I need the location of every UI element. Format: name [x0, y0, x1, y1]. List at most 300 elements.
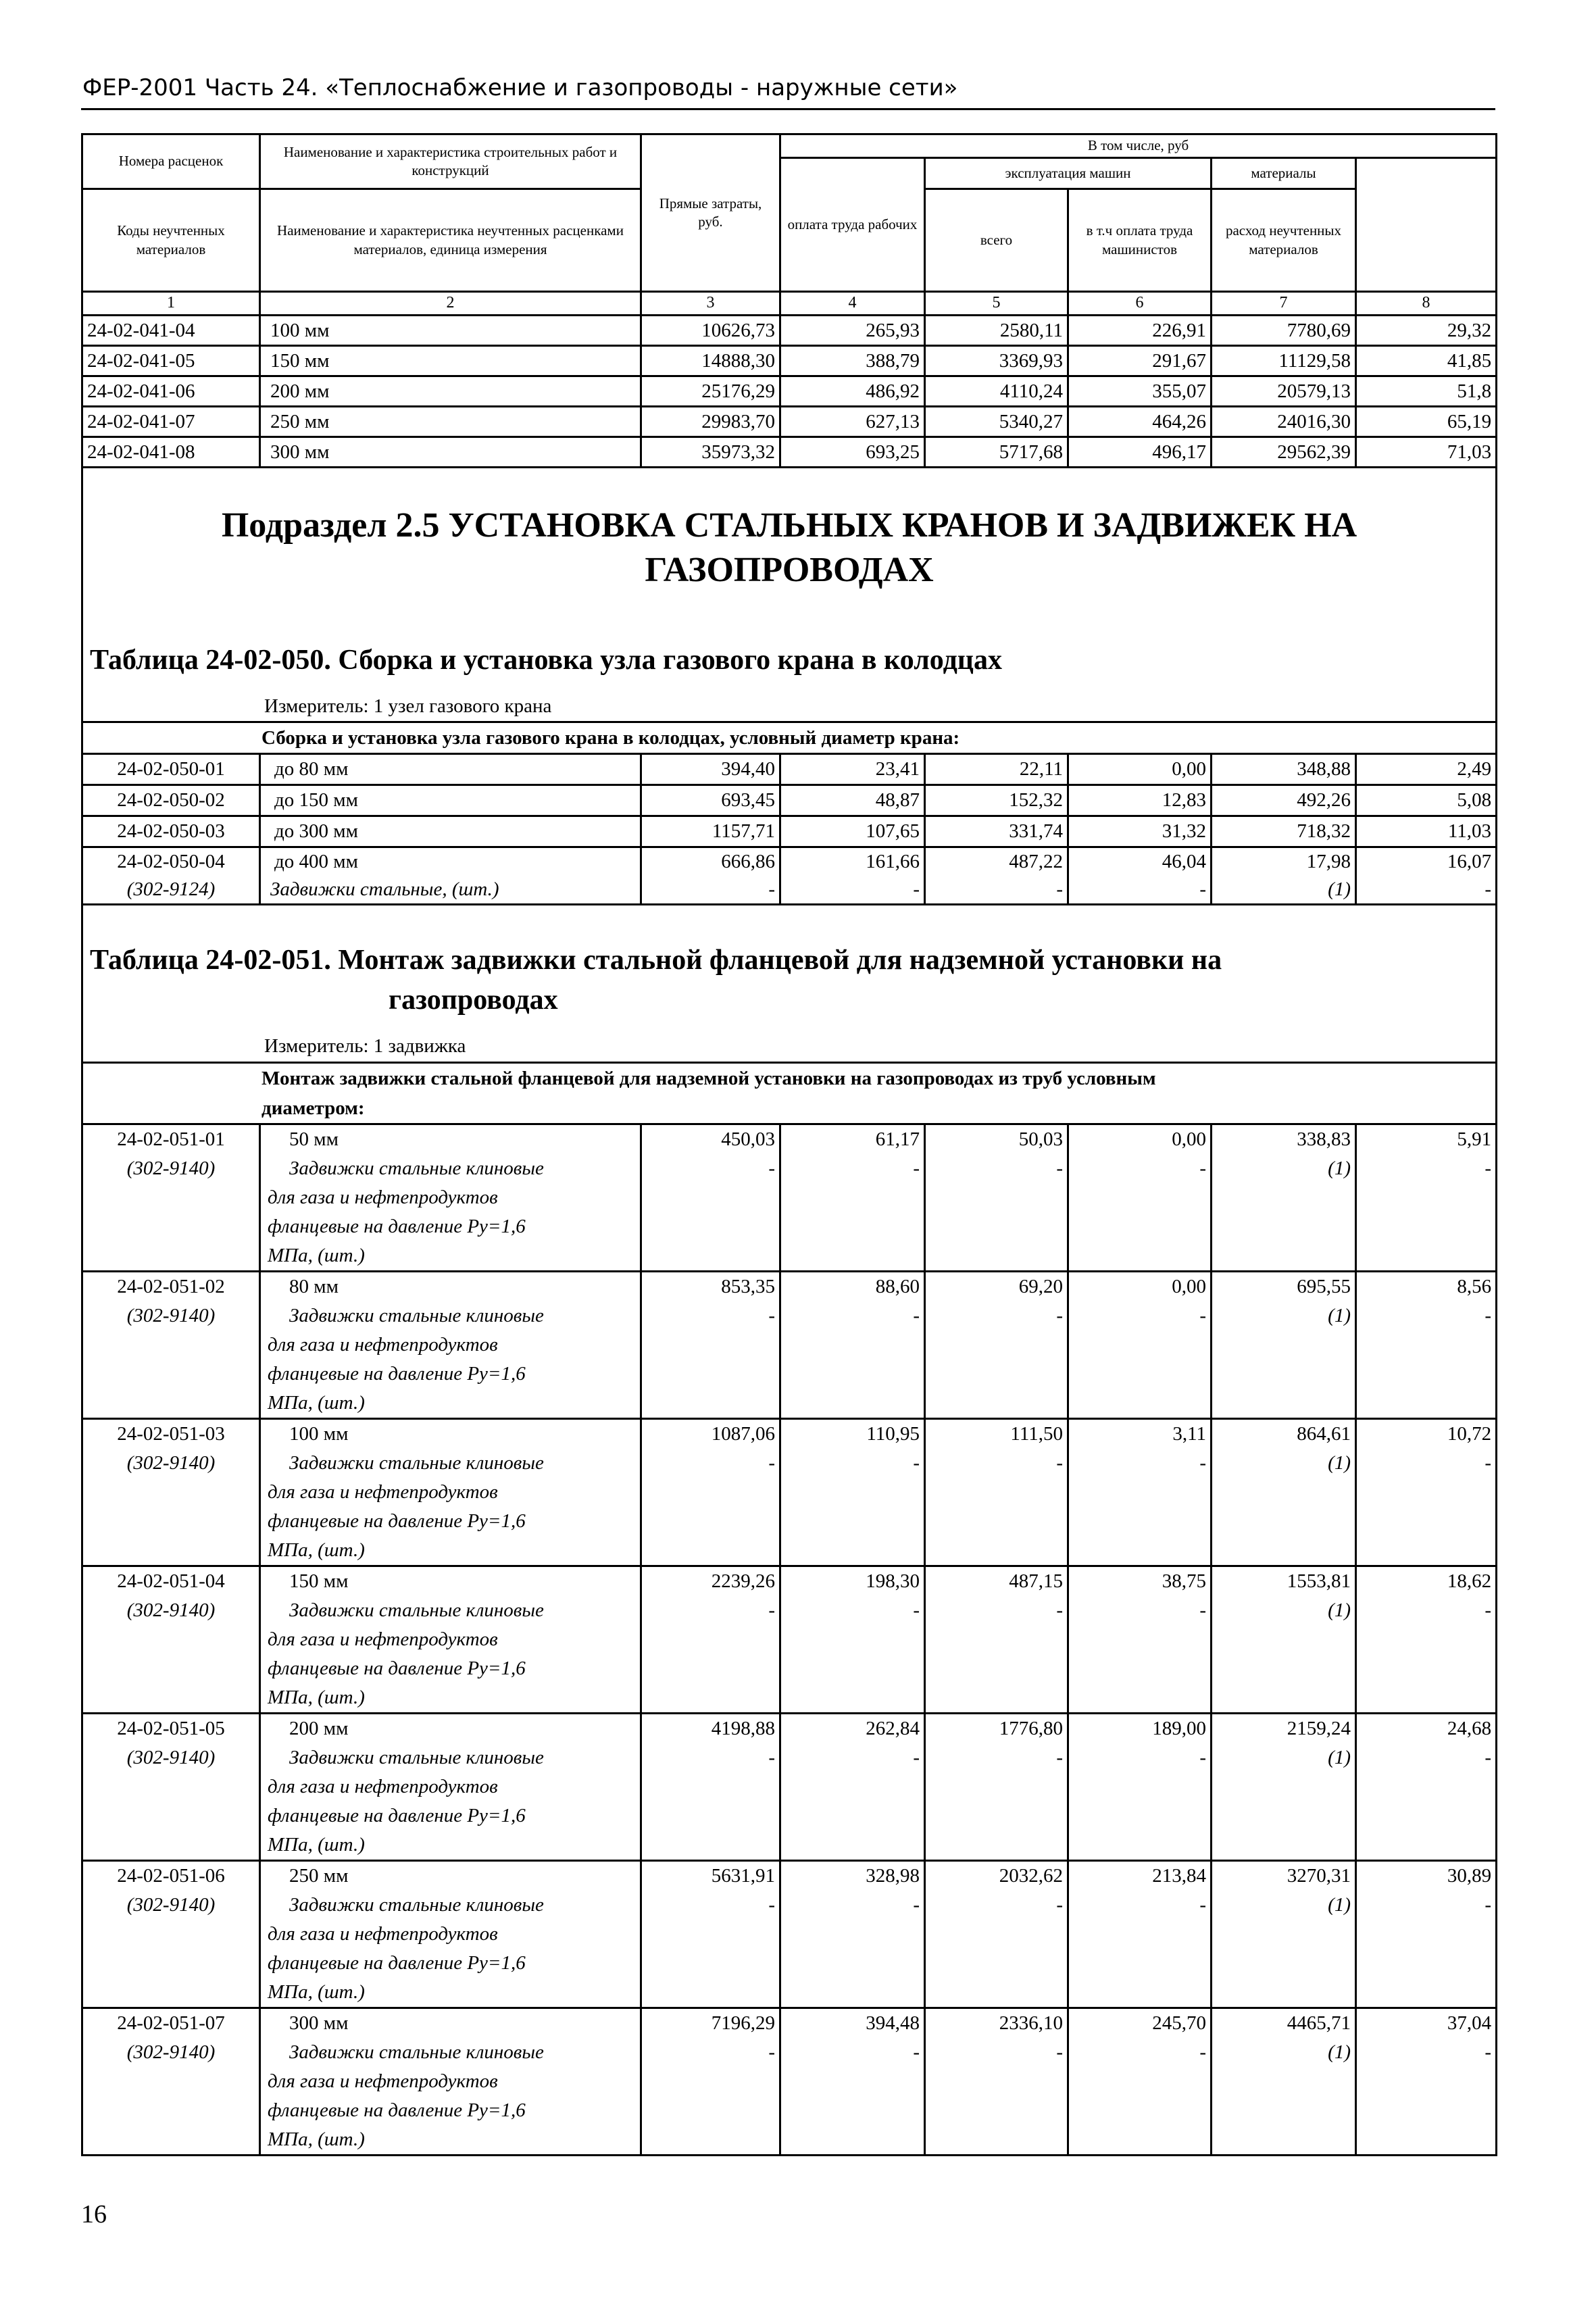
material-value: -	[913, 2041, 920, 2063]
table-row	[82, 847, 1497, 876]
material-value: -	[1199, 1452, 1206, 1474]
material-name-line: Задвижки стальные клиновые	[289, 1158, 544, 1179]
rate-code: 24-02-051-03	[117, 1423, 225, 1445]
value: 4198,88	[711, 1718, 775, 1739]
material-value: -	[1485, 1747, 1492, 1768]
work-name: 200 мм	[260, 376, 641, 407]
value-cell: 41,85	[1356, 346, 1497, 376]
value-cell: 24016,30	[1212, 407, 1356, 437]
value: 4465,71	[1287, 2012, 1351, 2034]
subsection-title-line: ГАЗОПРОВОДАХ	[645, 551, 934, 589]
table-050-group-label: Сборка и установка узла газового крана в колодцах, условный диаметр крана:	[82, 722, 1497, 754]
material-code: (302-9140)	[126, 1452, 216, 1474]
value-cell: 464,26	[1068, 407, 1212, 437]
value: 864,61	[1297, 1423, 1351, 1445]
value: 338,83	[1297, 1128, 1351, 1150]
rate-code-cell	[82, 1124, 260, 1272]
material-value: -	[768, 1452, 775, 1474]
table-row	[82, 2008, 1497, 2156]
table-050-title: Таблица 24-02-050. Сборка и установка узла газового крана в колодцах	[82, 637, 1497, 692]
value-cell: 627,13	[780, 407, 925, 437]
header-row	[82, 134, 1497, 158]
value-cell: 46,04	[1068, 847, 1212, 876]
material-name-line: Задвижки стальные клиновые	[289, 2041, 544, 2063]
value: 2239,26	[711, 1570, 775, 1592]
value-cell: 31,32	[1068, 816, 1212, 847]
material-code: (302-9140)	[126, 2041, 216, 2063]
value: 487,15	[1009, 1570, 1063, 1592]
value: 262,84	[866, 1718, 920, 1739]
value: 0,00	[1172, 1276, 1206, 1297]
value-cell	[780, 1272, 925, 1419]
table-row	[82, 407, 1497, 437]
value: 198,30	[866, 1570, 920, 1592]
column-numbers-row	[82, 292, 1497, 316]
value: 50,03	[1018, 1128, 1063, 1150]
material-value: -	[768, 1305, 775, 1326]
value-cell: 487,22	[925, 847, 1068, 876]
work-name-cell	[260, 1861, 641, 2008]
value-cell: 5,08	[1356, 785, 1497, 816]
value: 213,84	[1152, 1865, 1206, 1887]
value-cell	[1212, 1272, 1356, 1419]
value-cell	[780, 1714, 925, 1861]
work-name-cell	[260, 2008, 641, 2156]
group-row	[82, 1063, 1497, 1124]
material-value: -	[1199, 1747, 1206, 1768]
rate-code-cell	[82, 1272, 260, 1419]
value-cell	[925, 1124, 1068, 1272]
work-name-cell	[260, 1419, 641, 1566]
material-name-line: для газа и нефтепродуктов	[268, 1776, 498, 1797]
material-value: -	[1485, 1599, 1492, 1621]
material-value: -	[913, 1158, 920, 1179]
material-code: (302-9140)	[126, 1894, 216, 1916]
work-name: 250 мм	[289, 1865, 349, 1887]
table-row	[82, 1124, 1497, 1272]
material-value: -	[1056, 1894, 1063, 1916]
material-name-line: для газа и нефтепродуктов	[268, 2070, 498, 2092]
value-cell	[1068, 1714, 1212, 1861]
value-cell: 17,98	[1212, 847, 1356, 876]
material-value: (1)	[1328, 1894, 1351, 1916]
value-cell: 5717,68	[925, 437, 1068, 468]
value: 8,56	[1457, 1276, 1492, 1297]
header-machinist-pay: в т.ч оплата труда машинистов	[1068, 189, 1212, 292]
material-name-line: Задвижки стальные клиновые	[289, 1599, 544, 1621]
rate-code: 24-02-051-06	[117, 1865, 225, 1887]
rate-code: 24-02-041-08	[82, 437, 260, 468]
table-title-row	[82, 637, 1497, 692]
material-value: -	[1199, 1305, 1206, 1326]
value-cell	[641, 1566, 780, 1714]
header-divider	[81, 108, 1495, 110]
material-value: -	[1485, 1158, 1492, 1179]
rate-code: 24-02-050-02	[82, 785, 260, 816]
value-cell	[1068, 1861, 1212, 2008]
page-number: 16	[81, 2200, 107, 2229]
material-value: -	[925, 876, 1068, 905]
value-cell: 10626,73	[641, 316, 780, 346]
work-name: 300 мм	[260, 437, 641, 468]
value-cell	[641, 1714, 780, 1861]
material-name-line: Задвижки стальные клиновые	[289, 1305, 544, 1326]
material-value: -	[1199, 1158, 1206, 1179]
value-cell	[780, 1861, 925, 2008]
value-cell: 291,67	[1068, 346, 1212, 376]
rate-code: 24-02-051-01	[117, 1128, 225, 1150]
value-cell: 65,19	[1356, 407, 1497, 437]
material-value: -	[1485, 2041, 1492, 2063]
table-051-measure: Измеритель: 1 задвижка	[82, 1032, 1497, 1063]
material-name-line: для газа и нефтепродуктов	[268, 1628, 498, 1650]
value: 1087,06	[711, 1423, 775, 1445]
table-row	[82, 346, 1497, 376]
material-name-line: для газа и нефтепродуктов	[268, 1923, 498, 1945]
material-value: -	[913, 1305, 920, 1326]
value: 88,60	[875, 1276, 920, 1297]
value-cell	[925, 1861, 1068, 2008]
value-cell: 20579,13	[1212, 376, 1356, 407]
value-cell: 492,26	[1212, 785, 1356, 816]
material-value: -	[1068, 876, 1212, 905]
value-cell: 0,00	[1068, 754, 1212, 785]
material-name-line: МПа, (шт.)	[268, 1981, 365, 2003]
subsection-title-line: Подраздел 2.5 УСТАНОВКА СТАЛЬНЫХ КРАНОВ И ЗАДВИЖЕК НА	[221, 506, 1357, 545]
value-cell: 2,49	[1356, 754, 1497, 785]
material-code: (302-9140)	[126, 1599, 216, 1621]
table-row	[82, 1419, 1497, 1566]
value-cell	[641, 2008, 780, 2156]
rate-code: 24-02-051-07	[117, 2012, 225, 2034]
rate-code: 24-02-051-02	[117, 1276, 225, 1297]
measure-row	[82, 1032, 1497, 1063]
header-work-name: Наименование и характеристика строительных работ и конструкций	[260, 134, 641, 189]
value-cell	[780, 1566, 925, 1714]
work-name: 200 мм	[289, 1718, 349, 1739]
table-row	[82, 316, 1497, 346]
value-cell: 161,66	[780, 847, 925, 876]
value-cell	[1356, 1861, 1497, 2008]
value-cell: 226,91	[1068, 316, 1212, 346]
group-label-line: Монтаж задвижки стальной фланцевой для надземной установки на газопроводах из труб условным	[261, 1068, 1156, 1089]
value: 2159,24	[1287, 1718, 1351, 1739]
material-value: -	[768, 2041, 775, 2063]
value: 10,72	[1447, 1423, 1492, 1445]
value-cell: 14888,30	[641, 346, 780, 376]
value-cell: 348,88	[1212, 754, 1356, 785]
material-name-line: фланцевые на давление Ру=1,6	[268, 1952, 526, 1974]
value-cell	[641, 1419, 780, 1566]
value-cell: 388,79	[780, 346, 925, 376]
header-material-name: Наименование и характеристика неучтенных расценками материалов, единица измерения	[260, 189, 641, 292]
value-cell	[1356, 2008, 1497, 2156]
value: 61,17	[875, 1128, 920, 1150]
value-cell: 3369,93	[925, 346, 1068, 376]
value-cell: 29983,70	[641, 407, 780, 437]
material-name-line: МПа, (шт.)	[268, 1245, 365, 1266]
subsection-title	[82, 468, 1497, 637]
material-value: -	[1056, 2041, 1063, 2063]
material-value: -	[768, 1747, 775, 1768]
material-value: -	[768, 1894, 775, 1916]
value: 37,04	[1447, 2012, 1492, 2034]
material-name-line: Задвижки стальные клиновые	[289, 1452, 544, 1474]
value-cell	[925, 1714, 1068, 1861]
material-code: (302-9140)	[126, 1747, 216, 1768]
header-rate-numbers: Номера расценок	[82, 134, 260, 189]
rate-code-cell	[82, 1861, 260, 2008]
material-value: -	[1199, 1599, 1206, 1621]
page-header: ФЕР-2001 Часть 24. «Теплоснабжение и газопроводы - наружные сети»	[82, 74, 958, 101]
work-name-cell	[260, 1566, 641, 1714]
value: 69,20	[1018, 1276, 1063, 1297]
value: 0,00	[1172, 1128, 1206, 1150]
value-cell: 265,93	[780, 316, 925, 346]
value: 695,55	[1297, 1276, 1351, 1297]
group-label-line: диаметром:	[261, 1097, 365, 1119]
table-row	[82, 754, 1497, 785]
value-cell	[641, 1124, 780, 1272]
material-value: (1)	[1328, 1599, 1351, 1621]
material-name-line: МПа, (шт.)	[268, 1539, 365, 1561]
value: 24,68	[1447, 1718, 1492, 1739]
value-cell: 693,45	[641, 785, 780, 816]
value-cell: 11,03	[1356, 816, 1497, 847]
rate-code: 24-02-051-05	[117, 1718, 225, 1739]
value: 1553,81	[1287, 1570, 1351, 1592]
value-cell: 23,41	[780, 754, 925, 785]
table-051-title	[82, 905, 1497, 1032]
value-cell: 1157,71	[641, 816, 780, 847]
value-cell: 4110,24	[925, 376, 1068, 407]
material-name-line: для газа и нефтепродуктов	[268, 1334, 498, 1355]
table-row	[82, 437, 1497, 468]
material-value: -	[913, 1452, 920, 1474]
work-name: до 80 мм	[260, 754, 641, 785]
column-number: 1	[82, 292, 260, 316]
rate-code-cell	[82, 1419, 260, 1566]
value: 189,00	[1152, 1718, 1206, 1739]
material-name-line: фланцевые на давление Ру=1,6	[268, 1510, 526, 1532]
column-number: 4	[780, 292, 925, 316]
value-cell: 496,17	[1068, 437, 1212, 468]
work-name: 100 мм	[260, 316, 641, 346]
rate-code-cell	[82, 1714, 260, 1861]
value-cell: 29562,39	[1212, 437, 1356, 468]
value: 2032,62	[999, 1865, 1063, 1887]
rate-code: 24-02-050-04	[82, 847, 260, 876]
value-cell: 11129,58	[1212, 346, 1356, 376]
value: 3270,31	[1287, 1865, 1351, 1887]
work-name-cell	[260, 1714, 641, 1861]
measure-row	[82, 692, 1497, 722]
material-value: -	[1056, 1452, 1063, 1474]
work-name: 80 мм	[289, 1276, 339, 1297]
header-materials: материалы	[1212, 158, 1356, 189]
table-row	[82, 785, 1497, 816]
table-051-title-line: Таблица 24-02-051. Монтаж задвижки стальной фланцевой для надземной установки на	[90, 945, 1222, 976]
value: 3,11	[1172, 1423, 1206, 1445]
header-including: В том числе, руб	[780, 134, 1497, 158]
value-cell	[780, 2008, 925, 2156]
value-cell: 693,25	[780, 437, 925, 468]
work-name-cell	[260, 1272, 641, 1419]
value: 5631,91	[711, 1865, 775, 1887]
value-cell	[1212, 1861, 1356, 2008]
material-name-line: фланцевые на давление Ру=1,6	[268, 1216, 526, 1237]
column-number: 6	[1068, 292, 1212, 316]
value-cell	[925, 1419, 1068, 1566]
column-number: 5	[925, 292, 1068, 316]
value-cell	[1068, 1124, 1212, 1272]
value-cell	[780, 1124, 925, 1272]
value-cell: 16,07	[1356, 847, 1497, 876]
value: 2336,10	[999, 2012, 1063, 2034]
rate-code-cell	[82, 2008, 260, 2156]
value-cell	[641, 1861, 780, 2008]
material-value: -	[641, 876, 780, 905]
value-cell	[1356, 1419, 1497, 1566]
material-name-line: МПа, (шт.)	[268, 2129, 365, 2150]
work-name-cell	[260, 1124, 641, 1272]
value-cell: 2580,11	[925, 316, 1068, 346]
value: 18,62	[1447, 1570, 1492, 1592]
rate-code-cell	[82, 1566, 260, 1714]
work-name: до 150 мм	[260, 785, 641, 816]
column-number: 7	[1212, 292, 1356, 316]
material-name: Задвижки стальные, (шт.)	[260, 876, 641, 905]
value-cell	[1068, 1419, 1212, 1566]
table-row	[82, 1272, 1497, 1419]
table-051-title-line: газопроводах	[389, 985, 558, 1016]
material-code: (302-9140)	[126, 1305, 216, 1326]
material-code: (302-9124)	[82, 876, 260, 905]
value-cell	[1212, 1566, 1356, 1714]
value-cell	[1212, 2008, 1356, 2156]
rates-table	[81, 133, 1497, 2156]
material-name-line: для газа и нефтепродуктов	[268, 1187, 498, 1208]
column-number: 3	[641, 292, 780, 316]
group-row	[82, 722, 1497, 754]
table-row	[82, 1861, 1497, 2008]
header-labor-pay: оплата труда рабочих	[780, 158, 925, 292]
value: 853,35	[721, 1276, 775, 1297]
table-050-measure: Измеритель: 1 узел газового крана	[82, 692, 1497, 722]
value-cell: 486,92	[780, 376, 925, 407]
value-cell: 25176,29	[641, 376, 780, 407]
value-cell: 35973,32	[641, 437, 780, 468]
material-value: -	[780, 876, 925, 905]
material-name-line: Задвижки стальные клиновые	[289, 1894, 544, 1916]
value: 7196,29	[711, 2012, 775, 2034]
value-cell	[1356, 1566, 1497, 1714]
value: 5,91	[1457, 1128, 1492, 1150]
material-value: (1)	[1328, 1158, 1351, 1179]
material-value: -	[1356, 876, 1497, 905]
rates-document	[81, 133, 1495, 2156]
material-name-line: МПа, (шт.)	[268, 1392, 365, 1414]
material-code: (302-9140)	[126, 1158, 216, 1179]
material-row	[82, 876, 1497, 905]
material-value: -	[768, 1158, 775, 1179]
value-cell	[1068, 2008, 1212, 2156]
value: 1776,80	[999, 1718, 1063, 1739]
value-cell: 666,86	[641, 847, 780, 876]
work-name: 300 мм	[289, 2012, 349, 2034]
table-row	[82, 1714, 1497, 1861]
value: 394,48	[866, 2012, 920, 2034]
value-cell: 51,8	[1356, 376, 1497, 407]
value: 38,75	[1162, 1570, 1206, 1592]
work-name: 150 мм	[289, 1570, 349, 1592]
material-value: (1)	[1212, 876, 1356, 905]
material-value: -	[768, 1599, 775, 1621]
value-cell: 718,32	[1212, 816, 1356, 847]
material-value: -	[1056, 1747, 1063, 1768]
work-name: до 300 мм	[260, 816, 641, 847]
rate-code: 24-02-051-04	[117, 1570, 225, 1592]
work-name: до 400 мм	[260, 847, 641, 876]
material-value: -	[1056, 1599, 1063, 1621]
value-cell: 12,83	[1068, 785, 1212, 816]
table-row	[82, 816, 1497, 847]
rate-code: 24-02-041-04	[82, 316, 260, 346]
material-value: (1)	[1328, 2041, 1351, 2063]
material-value: -	[1485, 1894, 1492, 1916]
value-cell: 71,03	[1356, 437, 1497, 468]
rate-code: 24-02-041-06	[82, 376, 260, 407]
material-name-line: фланцевые на давление Ру=1,6	[268, 1658, 526, 1679]
table-row	[82, 1566, 1497, 1714]
material-value: -	[1199, 2041, 1206, 2063]
material-value: -	[1485, 1452, 1492, 1474]
work-name: 250 мм	[260, 407, 641, 437]
work-name: 100 мм	[289, 1423, 349, 1445]
material-value: -	[1056, 1158, 1063, 1179]
value-cell	[1068, 1272, 1212, 1419]
material-value: -	[913, 1894, 920, 1916]
value-cell	[1212, 1124, 1356, 1272]
value-cell	[1356, 1714, 1497, 1861]
value: 450,03	[721, 1128, 775, 1150]
value-cell: 394,40	[641, 754, 780, 785]
work-name: 50 мм	[289, 1128, 339, 1150]
rate-code: 24-02-050-01	[82, 754, 260, 785]
material-value: -	[1485, 1305, 1492, 1326]
value-cell	[925, 2008, 1068, 2156]
material-name-line: фланцевые на давление Ру=1,6	[268, 2099, 526, 2121]
work-name: 150 мм	[260, 346, 641, 376]
value-cell	[1212, 1714, 1356, 1861]
material-value: -	[1056, 1305, 1063, 1326]
value-cell	[780, 1419, 925, 1566]
material-value: -	[913, 1747, 920, 1768]
header-total: всего	[925, 189, 1068, 292]
value: 328,98	[866, 1865, 920, 1887]
value: 245,70	[1152, 2012, 1206, 2034]
material-name-line: фланцевые на давление Ру=1,6	[268, 1805, 526, 1826]
material-name-line: фланцевые на давление Ру=1,6	[268, 1363, 526, 1385]
material-value: -	[913, 1599, 920, 1621]
material-value: (1)	[1328, 1305, 1351, 1326]
material-name-line: МПа, (шт.)	[268, 1687, 365, 1708]
value-cell: 331,74	[925, 816, 1068, 847]
value-cell	[925, 1566, 1068, 1714]
rate-code: 24-02-041-05	[82, 346, 260, 376]
value: 111,50	[1010, 1423, 1063, 1445]
value-cell: 22,11	[925, 754, 1068, 785]
